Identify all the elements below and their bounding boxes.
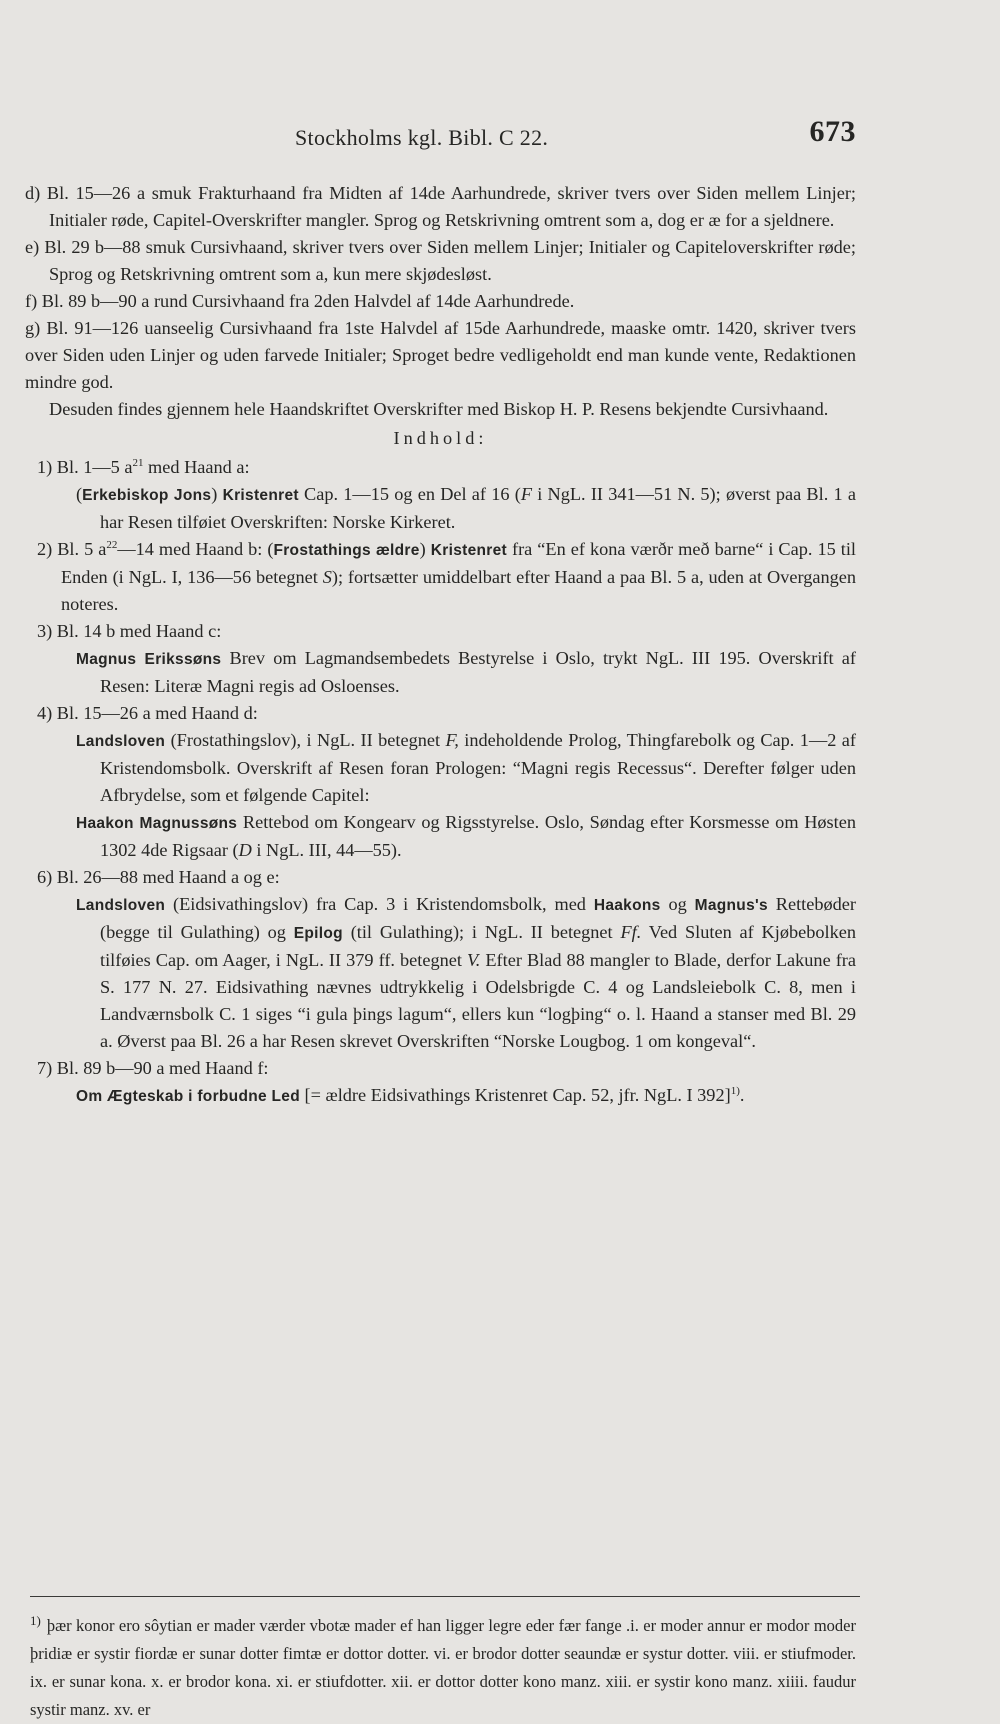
item-1-author: Erkebiskop Jons [82,487,212,504]
item-7-title: Om Ægteskab i forbudne Led [76,1088,300,1105]
item-7-heading: 7) Bl. 89 b—90 a med Haand f: [37,1058,269,1078]
item-4-title: Landsloven [76,733,166,750]
item-2-author: Frostathings ældre [273,542,420,559]
footnote [30,1612,856,1724]
item-3-body: Magnus Erikssøns Brev om Lagmandsembedets Bestyrelse i Oslo, trykt NgL. III 195. Overskrift af Resen: Literæ Magni regis ad Osloenses. [76,648,856,696]
item-4-body-cont: Haakon Magnussøns Rettebod om Kongearv og Rigsstyrelse. Oslo, Søndag efter Korsmesse om Høsten 1302 4de Rigsaar (D i NgL. III, 44—55). [76,812,856,860]
footnote-label: 1) [30,1612,41,1628]
item-6-body: Landsloven (Eidsivathingslov) fra Cap. 3 i Kristendomsbolk, med Haakons og Magnus's Rettebøder (begge til Gulathing) og Epilog (til Gulathing); i NgL. II betegnet Ff. Ved Sluten af Kjøbebolken tilføies Cap. om Aager, i NgL. II 379 ff. betegnet V. Efter Blad 88 mangler to Blade, derfor Lakune fra S. 177 N. 27. Eidsivathing nævnes udtrykkelig i Odelsbrigde C. 4 og Landsleiebolk C. 8, men i Landværnsbolk C. 1 siges “i gula þings lagum“, ellers kun “logþing“ o. l. Haand a stanser med Bl. 29 a. Øverst paa Bl. 26 a har Resen skrevet Overskriften “Norske Lougbog. 1 om kongeval“. [76,894,857,1051]
footnote-ref: 1) [730,1084,740,1097]
running-title: Stockholms kgl. Bibl. C 22. [295,125,549,150]
hand-f-description: f) Bl. 89 b—90 a rund Cursivhaand fra 2den Halvdel af 14de Aarhundrede. [25,291,575,311]
running-header [295,115,856,158]
contents-heading: Indhold: [393,428,488,448]
item-4-title-2: Haakon Magnussøns [76,815,238,832]
item-3-heading: 3) Bl. 14 b med Haand c: [37,621,222,641]
item-3-title: Magnus Erikssøns [76,651,222,668]
item-4-heading: 4) Bl. 15—26 a med Haand d: [37,703,258,723]
hand-e-description: e) Bl. 29 b—88 smuk Cursivhaand, skriver tvers over Siden mellem Linjer; Initialer og Capiteloverskrifter røde; Sprog og Retskrivning omtrent som a, kun mere skjødesløst. [25,237,856,284]
item-1-body: (Erkebiskop Jons) Kristenret Cap. 1—15 og en Del af 16 (F i NgL. II 341—51 N. 5); øverst paa Bl. 1 a har Resen tilføiet Overskriften: Norske Kirkeret. [76,484,856,532]
page-number: 673 [809,115,856,148]
item-1-heading: 1) Bl. 1—5 $a^{21}$ med Haand a: [37,456,250,477]
item-6-heading: 6) Bl. 26—88 med Haand a og e: [37,867,280,887]
item-4-body: Landsloven (Frostathingslov), i NgL. II betegnet F, indeholdende Prolog, Thingfarebolk og Cap. 1—2 af Kristendomsbolk. Overskrift af Resen foran Prologen: “Magni regis Recessus“. Derefter følger uden Afbrydelse, som et følgende Capitel: [76,730,856,805]
resen-note: Desuden findes gjennem hele Haandskriftet Overskrifter med Biskop H. P. Resens bekjendte Cursivhaand. [49,399,829,419]
item-7-body: Om Ægteskab i forbudne Led [= ældre Eidsivathings Kristenret Cap. 52, jfr. NgL. I 392]$^{1)}$. [76,1084,745,1105]
footnote-text: þær konor ero sôytian er mader værder vbotæ mader ef han ligger legre eder fær fange .i. er moder annur er modor moder þridiæ er systir fiordæ er sunar dotter fimtæ er dottor dotter. vi. er brodor dotter seaundæ er systur dotter. viii. er stiufmoder. ix. er sunar kona. x. er brodor kona. xi. er stiufdotter. xii. er dottor dotter kono manz. xiii. er systir kono manz. xiiii. faudur systir manz. xv. er [30,1616,856,1719]
item-2: 2) Bl. 5 $a^{22}—14$ med Haand b: (Frostathings ældre) Kristenret fra “En ef kona værðr með barne“ i Cap. 15 til Enden (i NgL. I, 136—56 betegnet S); fortsætter umiddelbart efter Haand a paa Bl. 5 a, uden at Overgangen noteres. [37,538,856,614]
item-2-title: Kristenret [430,542,507,559]
item-6-title: Landsloven [76,897,166,914]
item-1-title: Kristenret [222,487,299,504]
main-text [25,180,856,1110]
hand-d-description: d) Bl. 15—26 a smuk Frakturhaand fra Midten af 14de Aarhundrede, skriver tvers over Siden mellem Linjer; Initialer røde, Capitel-Overskrifter mangler. Sprog og Retskrivning omtrent som a, dog er æ for a sjeldnere. [25,183,856,230]
hand-g-description: g) Bl. 91—126 uanseelig Cursivhaand fra 1ste Halvdel af 15de Aarhundrede, maaske omtr. 1420, skriver tvers over Siden uden Linjer og uden farvede Initialer; Sproget bedre vedligeholdt end man kunde vente, Redaktionen mindre god. [25,318,856,392]
footnote-rule [30,1596,860,1597]
